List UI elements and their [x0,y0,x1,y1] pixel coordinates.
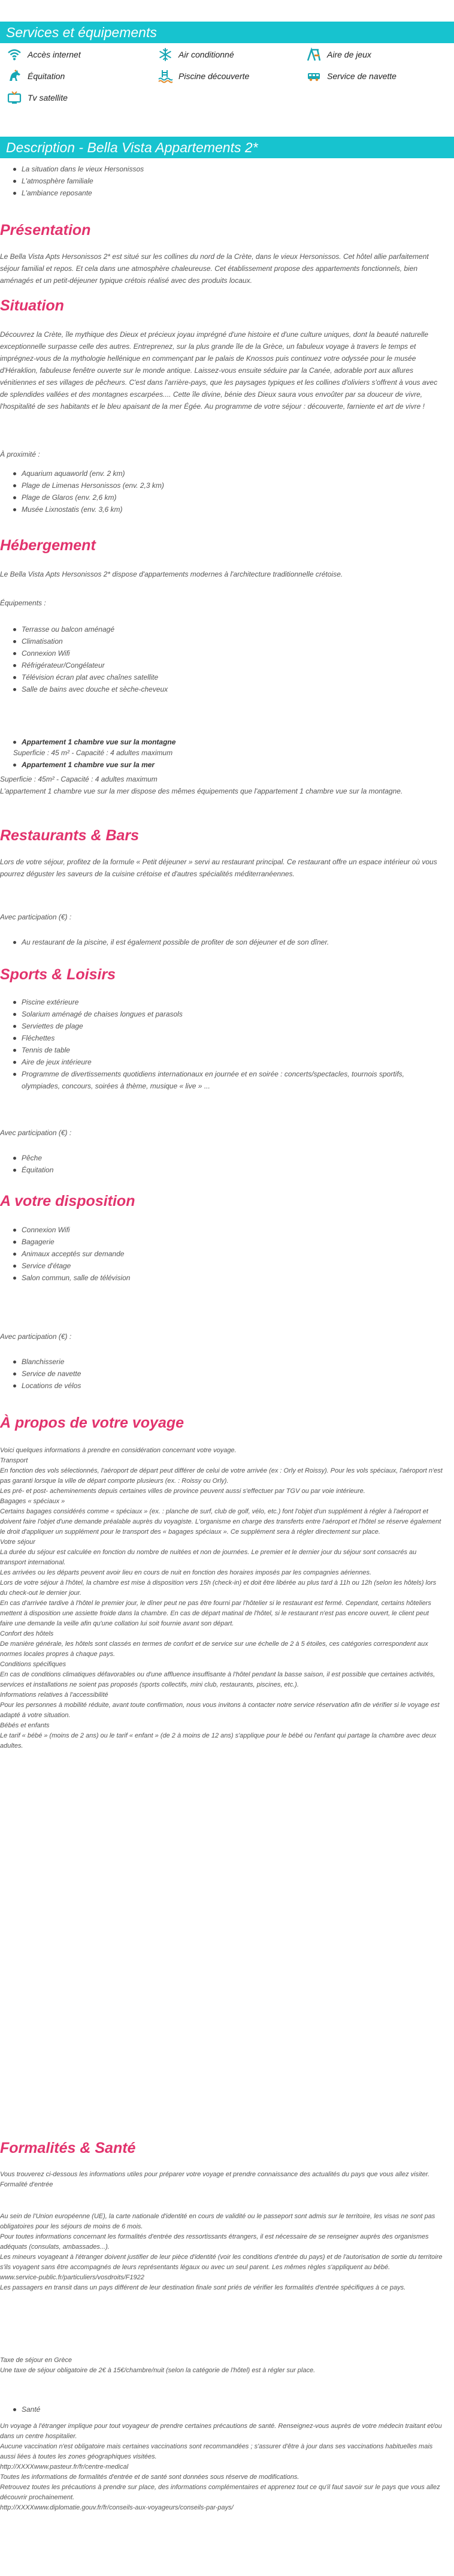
shuttle-icon [307,69,321,83]
equipments-label: Équipements : [0,599,46,607]
list-item: Piscine extérieure [22,996,435,1008]
sports-heading: Sports & Loisirs [0,966,116,983]
amenity-label: Service de navette [327,71,397,81]
formalites-heading: Formalités & Santé [0,2140,136,2156]
apropos-line: Bébés et enfants [0,1722,50,1729]
list-item: Connexion Wifi [22,647,168,659]
list-item: Salon commun, salle de télévision [22,1272,130,1284]
presentation-text: Le Bella Vista Apts Hersonissos 2* est situé sur les collines du nord de la Crète, dans le vieux Hersonissos. Cet hôtel allie parfaitement séjour familial et repos. Et cela dans une atmosphère chaleureuse. Cet établissement propose des appartements fonctionnels, bien aménagés et un petit-déjeuner typique crétois réalisé avec des produits locaux. [0,252,429,285]
taxe-block [0,2355,443,2376]
list-item: Climatisation [22,635,168,647]
list-item: La situation dans le vieux Hersonissos [22,163,144,175]
list-item: Pêche [22,1152,53,1164]
list-item: Plage de Glaros (env. 2,6 km) [22,491,164,503]
sports-paid-list [22,1152,53,1176]
formalites-intro [0,2170,443,2190]
entree-label: Formalité d'entrée [0,2181,53,2188]
entree-link[interactable]: www.service-public.fr/particuliers/vosdroits/F1922 [0,2274,144,2281]
restaurants-heading: Restaurants & Bars [0,827,140,844]
description-bullets [22,163,144,199]
list-item: Locations de vélos [22,1380,81,1392]
snowflake-icon [158,47,172,62]
entree-line: Les mineurs voyageant à l'étranger doivent justifier de leur pièce d'identité (voir les conditions d'entrée du pays) et de l'autorisation de sortie du territoire s'ils voyagent sans être accompagnés de leurs représentants légaux ou avec un seul parent. Les mêmes règles s'appliquent au bébé. [0,2254,443,2271]
sports-participation: Avec participation (€) : [0,1129,72,1137]
disposition-list [22,1224,130,1284]
taxe-label: Taxe de séjour en Grèce [0,2357,72,2364]
apropos-line: Informations relatives à l'accessibilité [0,1691,108,1699]
list-item: Aquarium aquaworld (env. 2 km) [22,467,164,479]
apartment-2-detail: Superficie : 45m² - Capacité : 4 adultes maximum [0,775,158,783]
apropos-line: En cas de conditions climatiques défavorables ou d'une affluence insuffisante à l'hôtel pendant la basse saison, il est possible que certaines activités, services et installations ne soient pas proposés (sports collectifs, mini club, restaurants, piscines, etc.). [0,1671,435,1688]
amenity-label: Aire de jeux [327,50,371,59]
amenity-label: Accès internet [28,50,81,59]
apropos-content [0,1446,443,1751]
apartment-1-detail: Superficie : 45 m² - Capacité : 4 adultes maximum [13,749,173,757]
list-item: Salle de bains avec douche et sèche-cheveux [22,683,168,695]
apropos-line: De manière générale, les hôtels sont classés en termes de confort et de service sur une échelle de 2 à 5 étoiles, ces catégories correspondent aux normes locales propres à chaque pays. [0,1640,428,1658]
situation-heading: Situation [0,297,64,314]
list-item: Serviettes de plage [22,1020,435,1032]
list-item: Télévision écran plat avec chaînes satellite [22,671,168,683]
entree-line: Pour toutes informations concernant les formalités d'entrée des ressortissants étrangers, il est nécessaire de se renseigner auprès des organismes adéquats (consulats, ambassades...). [0,2233,429,2251]
restaurants-participation: Avec participation (€) : [0,913,72,921]
sante-link[interactable]: http://XXXXwww.pasteur.fr/fr/centre-medical [0,2463,129,2471]
list-item: Connexion Wifi [22,1224,130,1236]
amenity-horse-riding [7,68,65,84]
apropos-line: Lors de votre séjour à l'hôtel, la chambre est mise à disposition vers 15h (check-in) et doit être libérée au plus tard à 11h ou 12h (selon les hôtels) lors du check-out le dernier jour. [0,1579,437,1597]
taxe-text: Une taxe de séjour obligatoire de 2€ à 15€/chambre/nuit (selon la catégorie de l'hôtel) est à régler sur place. [0,2367,316,2374]
presentation-heading: Présentation [0,222,91,239]
hebergement-heading: Hébergement [0,537,96,554]
list-item: Musée Lixnostatis (env. 3,6 km) [22,503,164,515]
sante-line: Retrouvez toutes les précautions à prendre sur place, des informations complémentaires et apprenez tout ce qu'il faut savoir sur le pays que vous allez découvrir prochainement. [0,2484,440,2501]
disposition-heading: A votre disposition [0,1193,135,1209]
disposition-participation: Avec participation (€) : [0,1332,72,1341]
apropos-line: Certains bagages considérés comme « spéciaux » (ex. : planche de surf, club de golf, vélo, etc.) font l'objet d'un supplément à régler à l'aéroport et doivent faire l'objet d'une demande préalable auprès du voyagiste. L'organisme en charge des transferts entre l'aéroport et l'hôtel se réserve également le droit d'appliquer un supplément pour le transport des « bagages spéciaux ». Ce supplément sera à régler directement sur place. [0,1508,441,1536]
apartment-title: Appartement 1 chambre vue sur la montagne [22,736,175,748]
list-item: Service d'étage [22,1260,130,1272]
list-item: Plage de Limenas Hersonissos (env. 2,3 km) [22,479,164,491]
apartment-2 [22,759,155,771]
apropos-line: Confort des hôtels [0,1630,54,1637]
apropos-line: Transport [0,1457,28,1464]
list-item: Solarium aménagé de chaises longues et parasols [22,1008,435,1020]
sports-list [22,996,435,1092]
list-item: Service de navette [22,1368,81,1380]
sante-line: Toutes les informations de formalités d'entrée et de santé sont données sous réserve de modifications. [0,2474,299,2481]
apropos-line: Voici quelques informations à prendre en considération concernant votre voyage. [0,1447,237,1454]
apropos-line: Les arrivées ou les départs peuvent avoir lieu en cours de nuit en fonction des horaires imposés par les compagnies aériennes. [0,1569,372,1576]
apropos-line: En fonction des vols sélectionnés, l'aéroport de départ peut différer de celui de votre arrivée (ex : Orly et Roissy). Pour les vols spéciaux, l'aéroport n'est pas garanti lorsque la ville de départ comporte plusieurs (ex. : Roissy ou Orly). [0,1467,443,1485]
apropos-line: Les pré- et post- acheminements depuis certaines villes de province peuvent aussi s'effectuer par TGV ou par voie intérieure. [0,1488,365,1495]
amenity-tv [7,90,68,105]
list-item: Bagagerie [22,1236,130,1248]
amenity-playground [307,47,371,62]
apropos-line: En cas d'arrivée tardive à l'hôtel le premier jour, le dîner peut ne pas être fourni par l'hôtelier si le restaurant est fermé. Cependant, certains hôteliers mettent à disposition une assiette froide dans la chambre. En cas de départ matinal de l'hôtel, si le restaurant n'est pas encore ouvert, le client peut faire une demande la veille afin qu'une collation lui soit fournie avant son départ. [0,1600,431,1627]
apropos-heading: À propos de votre voyage [0,1414,184,1431]
amenity-air-conditioning [158,47,234,62]
restaurants-list [22,936,329,948]
sante-content [0,2421,443,2513]
amenity-pool [158,68,249,84]
services-banner: Services et équipements [0,22,454,43]
amenity-label: Piscine découverte [178,71,250,81]
tv-icon [7,91,22,105]
list-item: Fléchettes [22,1032,435,1044]
apropos-line: Bagages « spéciaux » [0,1498,65,1505]
apartment-title: Appartement 1 chambre vue sur la mer [22,759,155,771]
amenity-label: Équitation [28,71,65,81]
horse-icon [7,69,22,83]
apropos-line: La durée du séjour est calculée en fonction du nombre de nuitées et non de journées. Le premier et le dernier jour du séjour sont consacrés au transport international. [0,1549,417,1566]
list-item: Équitation [22,1164,53,1176]
list-item: Terrasse ou balcon aménagé [22,623,168,635]
list-item: Santé [22,2403,40,2415]
restaurants-text: Lors de votre séjour, profitez de la formule « Petit déjeuner » servi au restaurant principal. Ce restaurant offre un espace intérieur où vous pourrez déguster les saveurs de la cuisine crétoise et d'autres spécialités méditerranéennes. [0,858,437,878]
apartment-1 [22,736,175,748]
list-item: L'atmosphère familiale [22,175,144,187]
situation-text: Découvrez la Crète, île mythique des Dieux et précieux joyau imprégné d'une histoire et d'une culture uniques, dont la beauté naturelle exceptionnelle surpasse celle des autres. Entreprenez, sur la plus grande île de la Grèce, un fabuleux voyage à travers le temps et imprégnez-vous de la mythologie hellénique en commençant par le palais de Knossos puis continuez votre odyssée pour le musée d'Héraklion, fabuleuse fenêtre ouverte sur le monde antique. Laissez-vous ensuite séduire par la Canée, adorable port aux allures vénitiennes et ses villages de pêcheurs. C'est dans l'arrière-pays, que les paysages typiques et les collines d'oliviers s'offrent à vous avec de splendides vallées et des montagnes escarpées.... Cette île divine, bénie des Dieux saura vous envoûter par sa douceur de vivre, l'hospitalité de ses habitants et le bleu apaisant de la mer Égée. Au programme de votre séjour : découverte, farniente et art de vivre ! [0,330,438,411]
amenity-internet [7,47,81,62]
entree-content [0,2212,443,2293]
list-item: Aire de jeux intérieure [22,1056,435,1068]
wifi-icon [7,47,22,62]
apropos-line: Conditions spécifiques [0,1661,66,1668]
apartment-2-text: L'appartement 1 chambre vue sur la mer dispose des mêmes équipements que l'appartement 1 chambre vue sur la montagne. [0,787,403,795]
list-item: Blanchisserie [22,1356,81,1368]
list-item: L'ambiance reposante [22,187,144,199]
proximity-list [22,467,164,515]
list-item: Au restaurant de la piscine, il est également possible de profiter de son déjeuner et de son dîner. [22,936,329,948]
list-item: Réfrigérateur/Congélateur [22,659,168,671]
list-item: Programme de divertissements quotidiens internationaux en journée et en soirée : concerts/spectacles, tournois sportifs, olympiades, concours, soirées à thème, musique « live » ... [22,1068,435,1092]
sante-bullet-list [22,2403,40,2415]
pool-icon [158,69,172,83]
apropos-line: Pour les personnes à mobilité réduite, avant toute confirmation, nous vous invitons à contacter notre service réservation afin de vérifier si le voyage est adapté à votre situation. [0,1702,440,1719]
sante-line: Aucune vaccination n'est obligatoire mais certaines vaccinations sont recommandées ; s'assurer d'être à jour dans ses vaccinations habituelles mais aussi liées à toutes les zones géographiques visitées. [0,2443,433,2460]
formalites-intro-text: Vous trouverez ci-dessous les informations utiles pour préparer votre voyage et prendre connaissance des actualités du pays que vous allez visiter. [0,2171,430,2178]
amenity-shuttle [307,68,397,84]
amenity-label: Air conditionné [178,50,234,59]
entree-line: Au sein de l'Union européenne (UE), la carte nationale d'identité en cours de validité ou le passeport sont admis sur le territoire, les visas ne sont pas obligatoires pour les séjours de moins de 6 mois. [0,2213,435,2230]
proximity-label: À proximité : [0,450,40,459]
apropos-line: Votre séjour [0,1539,35,1546]
hebergement-text: Le Bella Vista Apts Hersonissos 2* dispose d'appartements modernes à l'architecture traditionnelle crétoise. [0,570,343,578]
sante-line: Un voyage à l'étranger implique pour tout voyageur de prendre certaines précautions de santé. Renseignez-vous auprès de votre médecin traitant et/ou dans un centre hospitalier. [0,2423,442,2440]
disposition-paid-list [22,1356,81,1392]
equipments-list [22,623,168,695]
list-item: Tennis de table [22,1044,435,1056]
sante-link[interactable]: http://XXXXwww.diplomatie.gouv.fr/fr/conseils-aux-voyageurs/conseils-par-pays/ [0,2504,234,2511]
description-banner: Description - Bella Vista Appartements 2* [0,137,454,158]
playground-icon [307,47,321,62]
list-item: Animaux acceptés sur demande [22,1248,130,1260]
entree-line: Les passagers en transit dans un pays différent de leur destination finale sont priés de vérifier les formalités d'entrée spécifiques à ce pays. [0,2284,406,2291]
apropos-line: Le tarif « bébé » (moins de 2 ans) ou le tarif « enfant » (de 2 à moins de 12 ans) s'applique pour le bébé ou l'enfant qui partage la chambre avec deux adultes. [0,1732,437,1749]
amenity-label: Tv satellite [28,93,68,102]
